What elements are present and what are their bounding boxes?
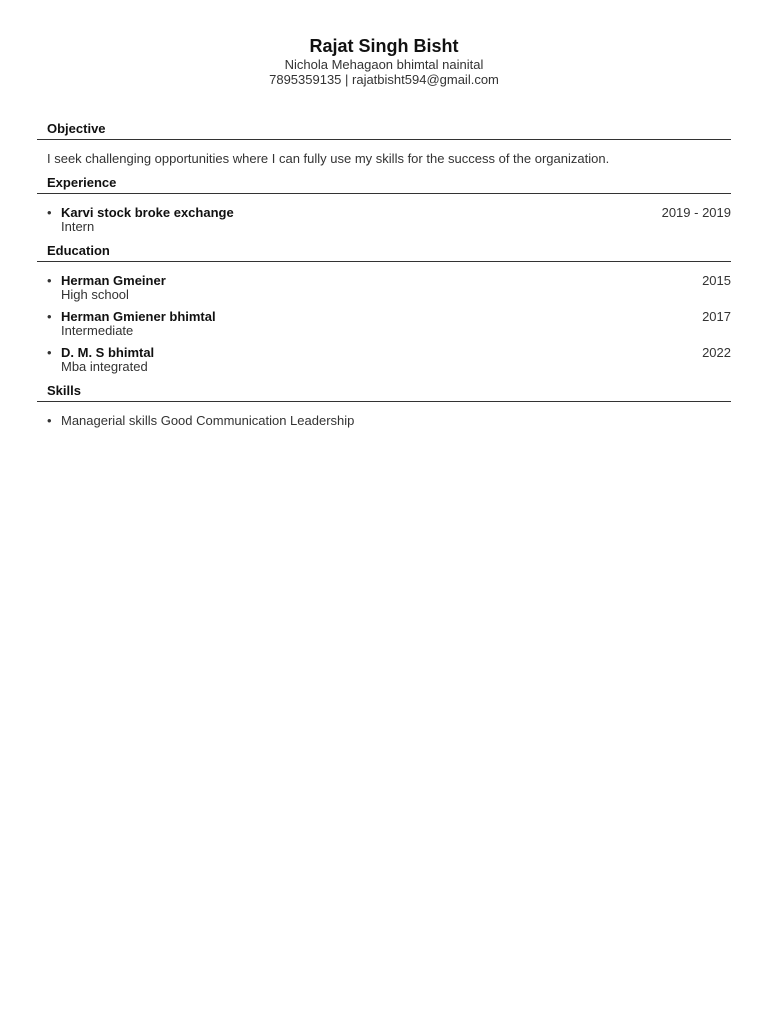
- bullet-icon: •: [47, 205, 52, 220]
- education-section: [37, 242, 731, 382]
- experience-role: Intern: [61, 219, 95, 234]
- experience-company: Karvi stock broke exchange: [61, 205, 234, 220]
- experience-section: [37, 174, 731, 242]
- education-year: 2017: [702, 309, 731, 324]
- bullet-icon: •: [47, 413, 52, 428]
- education-year: 2015: [702, 273, 731, 288]
- objective-section: [37, 120, 731, 174]
- section-title-education: Education: [37, 242, 731, 262]
- candidate-address: Nichola Mehagaon bhimtal nainital: [284, 57, 484, 72]
- candidate-name: Rajat Singh Bisht: [309, 36, 459, 56]
- education-item: [47, 309, 731, 338]
- education-item: [47, 273, 731, 302]
- bullet-icon: •: [47, 309, 52, 324]
- experience-item: [47, 205, 731, 234]
- skills-section: [37, 382, 731, 436]
- section-title-experience: Experience: [37, 174, 731, 194]
- candidate-contact: 7895359135 | rajatbisht594@gmail.com: [269, 72, 499, 87]
- resume-body: [37, 120, 731, 436]
- education-year: 2022: [702, 345, 731, 360]
- experience-dates: 2019 - 2019: [661, 205, 731, 220]
- skill-text: Managerial skills Good Communication Leadership: [61, 413, 355, 428]
- section-title-objective: Objective: [37, 120, 731, 140]
- resume-header: [0, 35, 768, 87]
- education-level: Intermediate: [61, 323, 134, 338]
- objective-text: I seek challenging opportunities where I can fully use my skills for the success of the organization.: [47, 151, 610, 166]
- education-school: D. M. S bhimtal: [61, 345, 155, 360]
- education-item: [47, 345, 731, 374]
- education-level: High school: [61, 287, 129, 302]
- education-school: Herman Gmeiner: [61, 273, 166, 288]
- education-level: Mba integrated: [61, 359, 148, 374]
- education-school: Herman Gmiener bhimtal: [61, 309, 216, 324]
- bullet-icon: •: [47, 345, 52, 360]
- skill-item: [47, 413, 731, 428]
- bullet-icon: •: [47, 273, 52, 288]
- section-title-skills: Skills: [37, 382, 731, 402]
